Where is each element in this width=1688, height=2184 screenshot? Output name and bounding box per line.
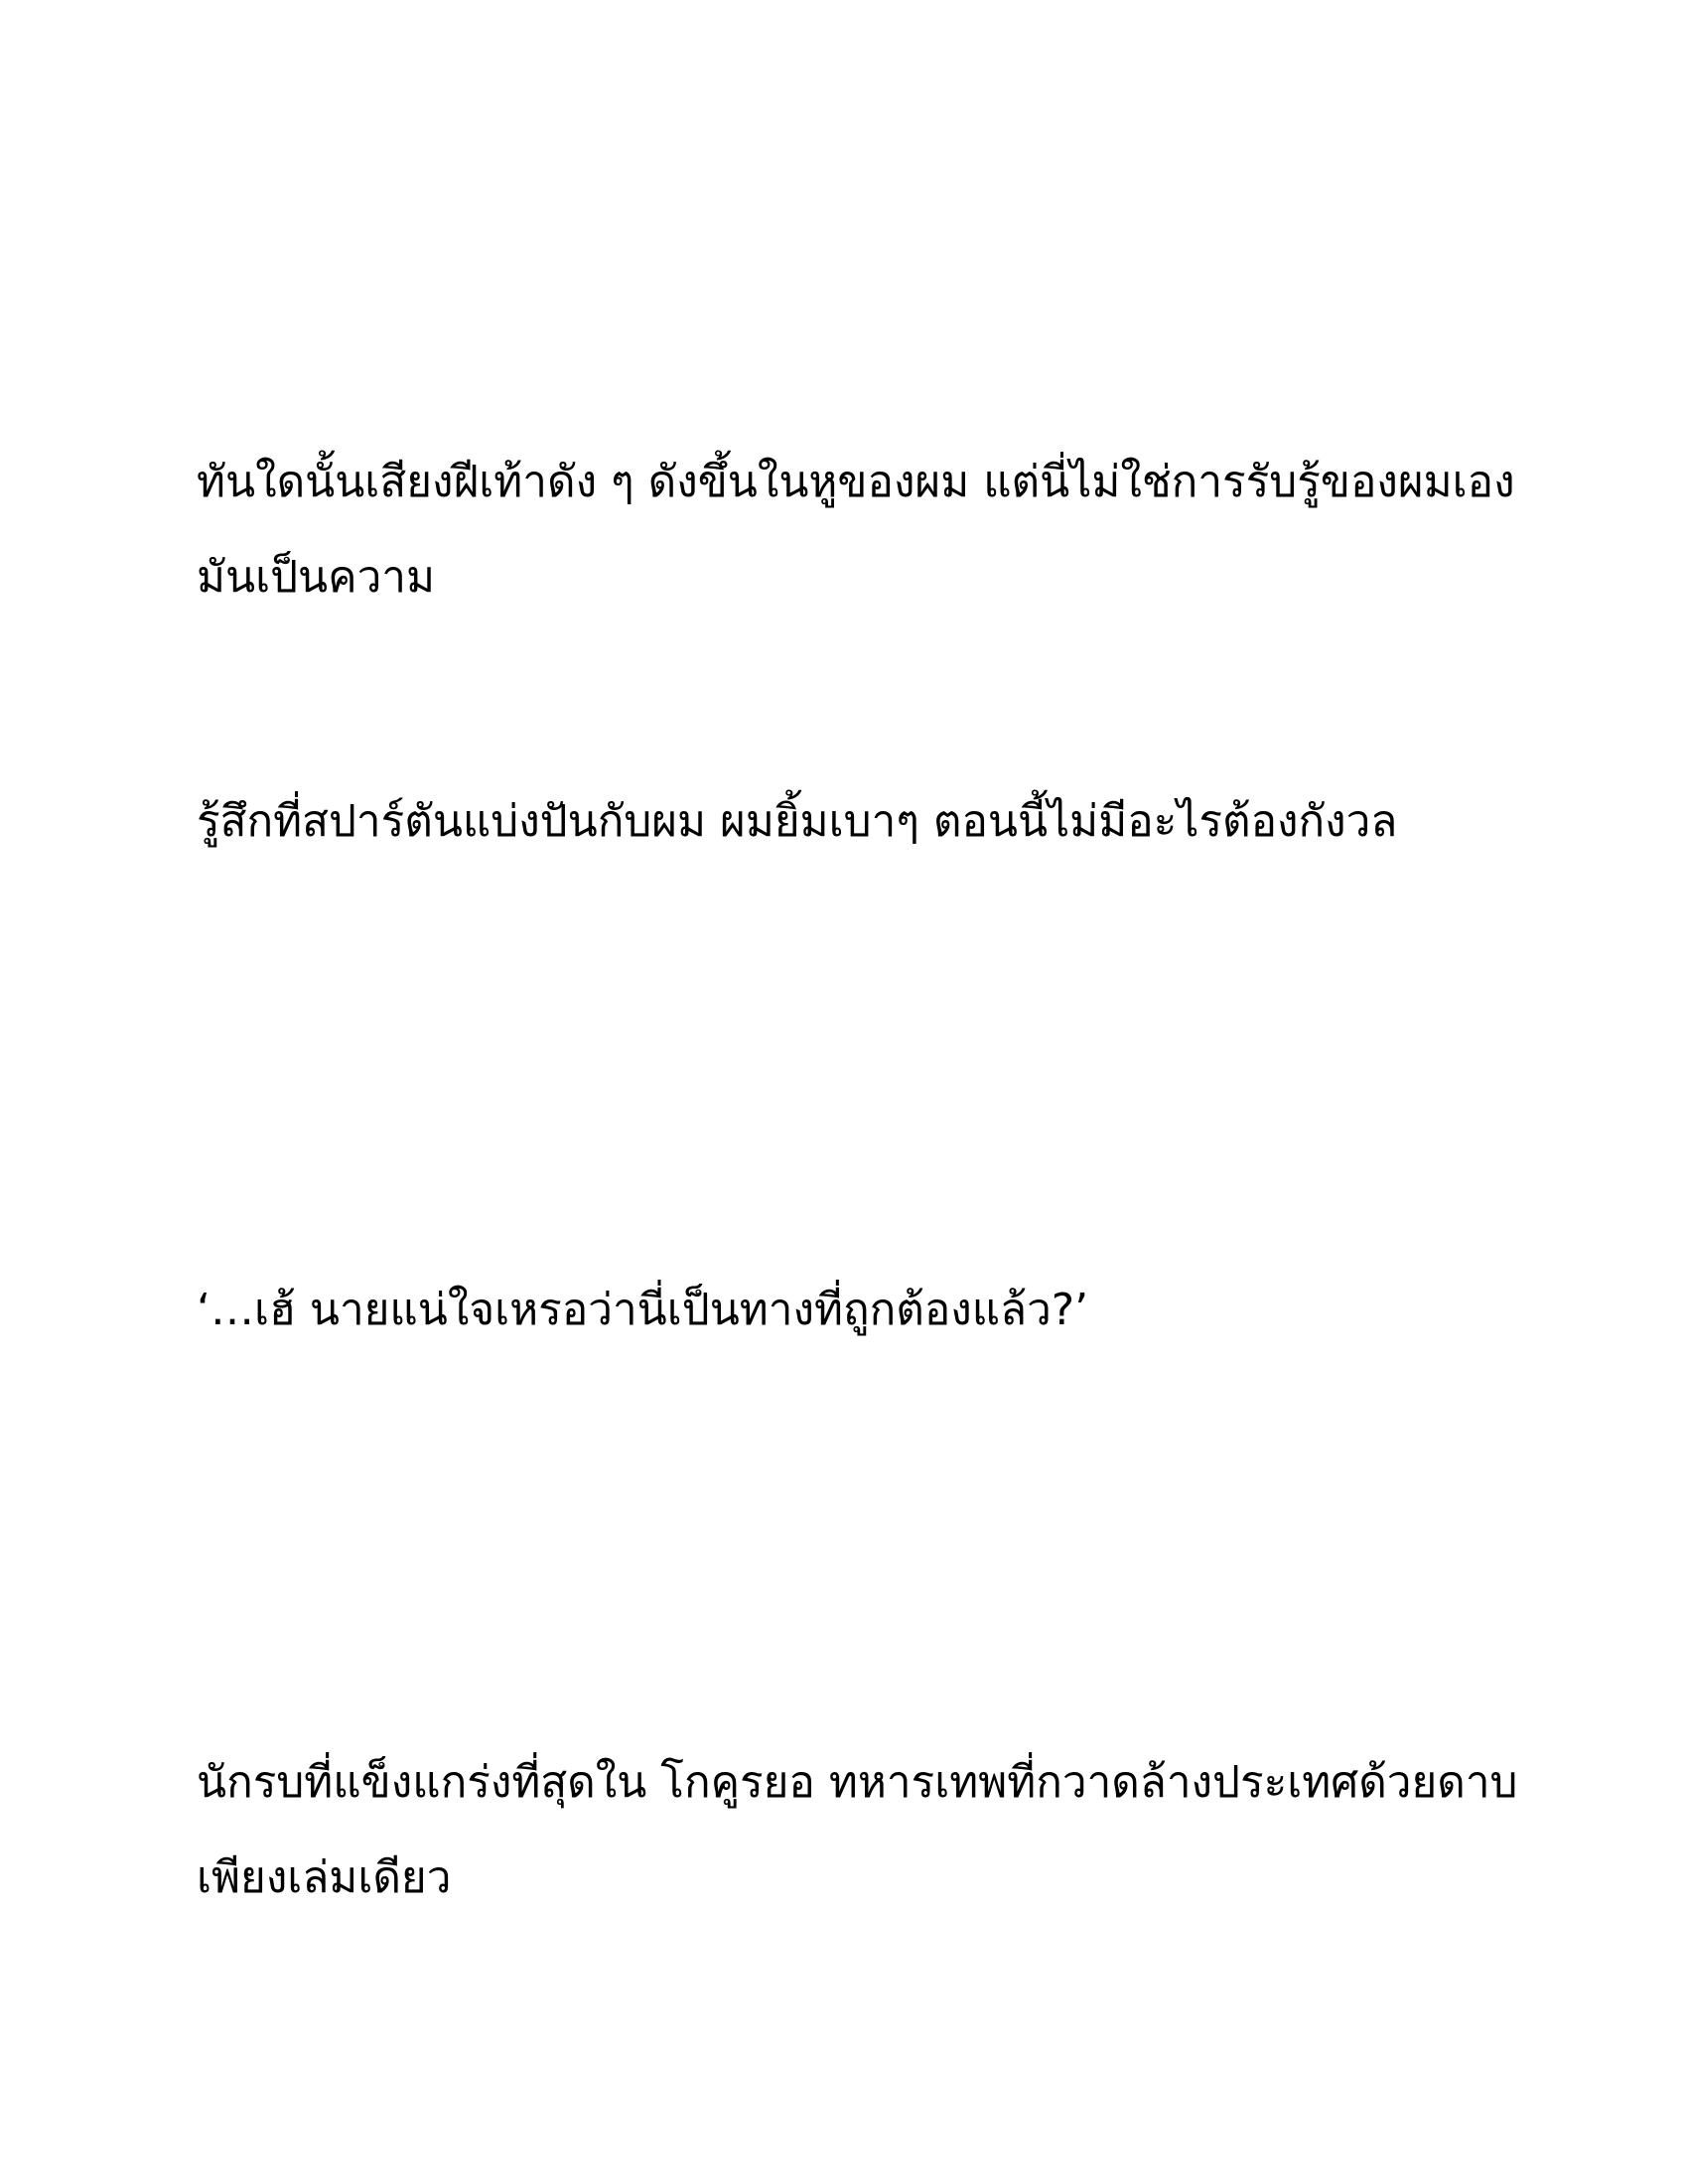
paragraph-3-dialogue xyxy=(197,1263,1527,1358)
paragraph-4-line-2: เพียงเล่มเดียว xyxy=(197,1852,452,1903)
paragraph-4-line-1: นักรบที่แข็งแกร่งที่สุดใน โกคูรยอ ทหารเทพที่กวาดล้างประเทศด้วยดาบ xyxy=(197,1757,1518,1808)
paragraph-1-line-1: ทันใดนั้นเสียงฝีเท้าดัง ๆ ดังขึ้นในหูของผม แต่นี่ไม่ใช่การรับรู้ของผมเอง xyxy=(197,457,1515,507)
paragraph-2 xyxy=(197,774,1527,870)
paragraph-4 xyxy=(197,1735,1527,1926)
paragraph-2-line-1: รู้สึกที่สปาร์ตันแบ่งปันกับผม ผมยิ้มเบาๆ ตอนนี้ไม่มีอะไรต้องกังวล xyxy=(197,796,1398,847)
paragraph-1-line-2: มันเป็นความ xyxy=(197,552,435,603)
paragraph-3-line-1: ‘…เฮ้ นายแน่ใจเหรอว่านี่เป็นทางที่ถูกต้องแล้ว?’ xyxy=(197,1285,1089,1335)
paragraph-1 xyxy=(197,435,1527,625)
